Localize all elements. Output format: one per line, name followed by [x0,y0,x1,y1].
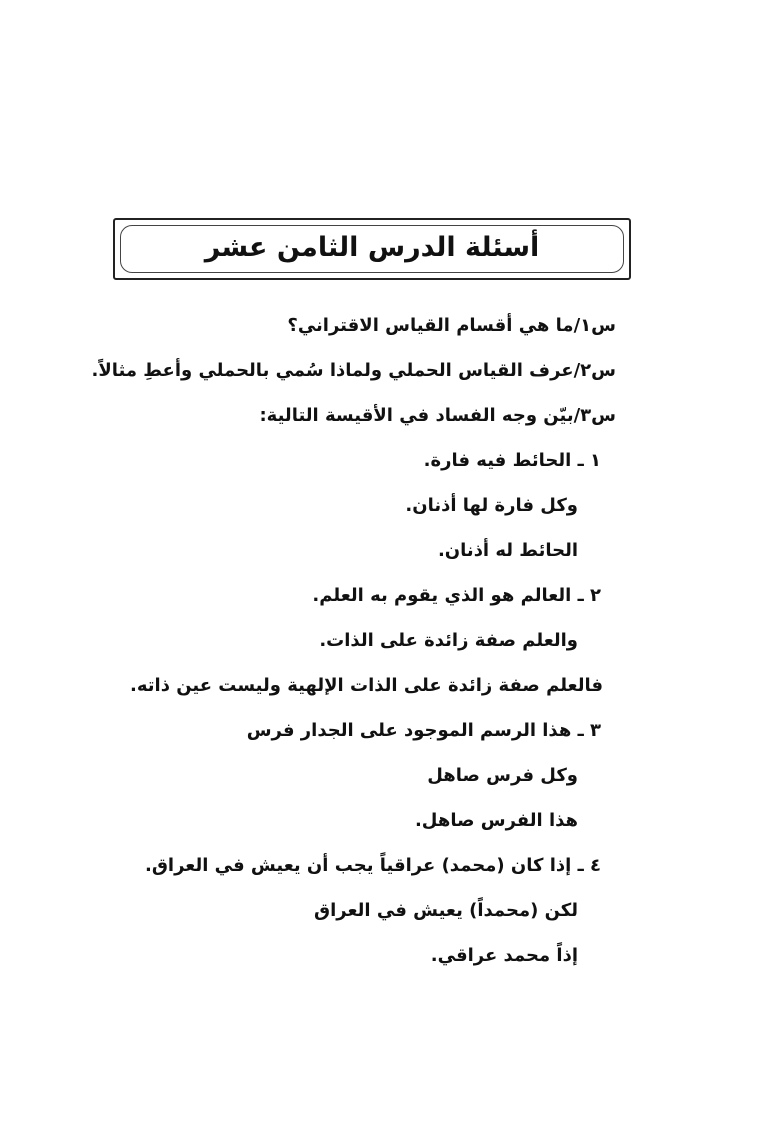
question-3: س٣/بيّن وجه الفساد في الأقيسة التالية: [259,405,616,426]
syllogism-3-premise-1: ٣ ـ هذا الرسم الموجود على الجدار فرس [246,720,601,741]
syllogism-4-premise-2: لكن (محمداً) يعيش في العراق [314,900,578,921]
syllogism-4-premise-1: ٤ ـ إذا كان (محمد) عراقياً يجب أن يعيش في العراق. [145,855,601,876]
syllogism-3-conclusion: هذا الفرس صاهل. [414,810,578,831]
syllogism-1-conclusion: الحائط له أذنان. [437,540,578,561]
syllogism-2-premise-1: ٢ ـ العالم هو الذي يقوم به العلم. [312,585,601,606]
page-title: أسئلة الدرس الثامن عشر [204,232,540,263]
syllogism-1-premise-1: ١ ـ الحائط فيه فارة. [423,450,601,471]
syllogism-2-conclusion: فالعلم صفة زائدة على الذات الإلهية وليست عين ذاته. [130,675,603,696]
question-1: س١/ما هي أقسام القياس الاقتراني؟ [287,315,616,336]
syllogism-3-premise-2: وكل فرس صاهل [427,765,578,786]
question-2: س٢/عرف القياس الحملي ولماذا سُمي بالحملي وأعطِ مثالاً. [91,360,616,381]
syllogism-4-conclusion: إذاً محمد عراقي. [430,945,578,966]
syllogism-2-premise-2: والعلم صفة زائدة على الذات. [319,630,578,651]
syllogism-1-premise-2: وكل فارة لها أذنان. [405,495,578,516]
title-frame [113,218,631,280]
